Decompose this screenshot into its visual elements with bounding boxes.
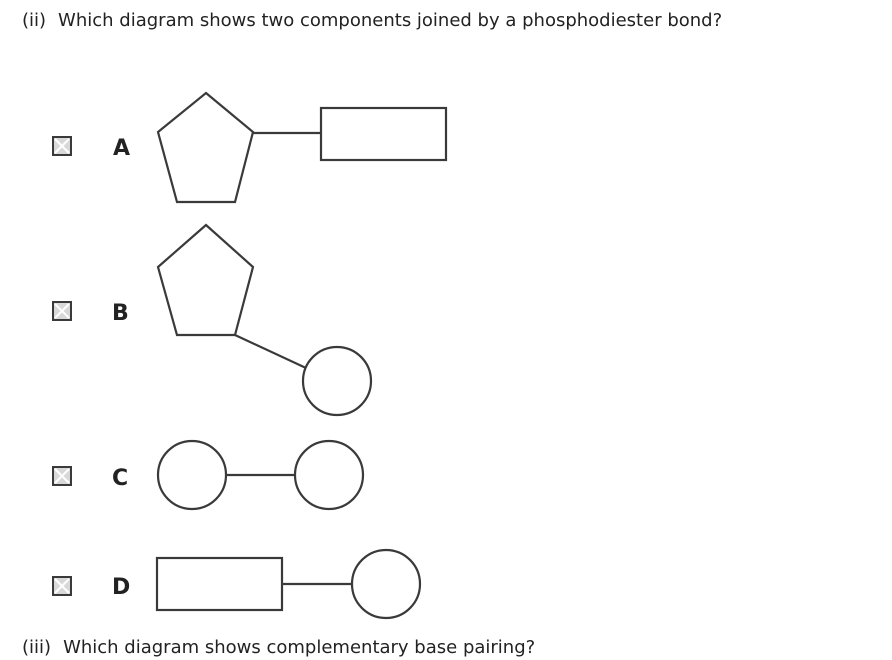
question-iii <box>22 636 535 660</box>
diagram-c-circle-right <box>295 441 363 509</box>
diagram-b-bond <box>235 335 306 368</box>
diagram-d <box>157 550 420 618</box>
option-d-letter: D <box>112 575 131 600</box>
diagram-c <box>158 441 363 509</box>
option-a-letter: A <box>113 136 131 161</box>
option-c-letter: C <box>112 466 129 491</box>
diagram-a-pentagon <box>158 93 253 202</box>
diagram-a-rectangle <box>321 108 446 160</box>
question-text: Which diagram shows two components joined by a phosphodiester bond? <box>58 10 723 31</box>
diagram-b-pentagon <box>158 225 253 335</box>
diagram-d-circle <box>352 550 420 618</box>
diagram-b-circle <box>303 347 371 415</box>
diagram-b <box>158 225 371 415</box>
question-number: (ii) <box>22 10 47 31</box>
question-text: Which diagram shows complementary base pairing? <box>63 637 536 658</box>
option-b-letter: B <box>112 301 129 326</box>
diagram-c-circle-left <box>158 441 226 509</box>
diagram-a <box>158 93 446 202</box>
diagram-d-rectangle <box>157 558 282 610</box>
question-number: (iii) <box>22 637 52 658</box>
